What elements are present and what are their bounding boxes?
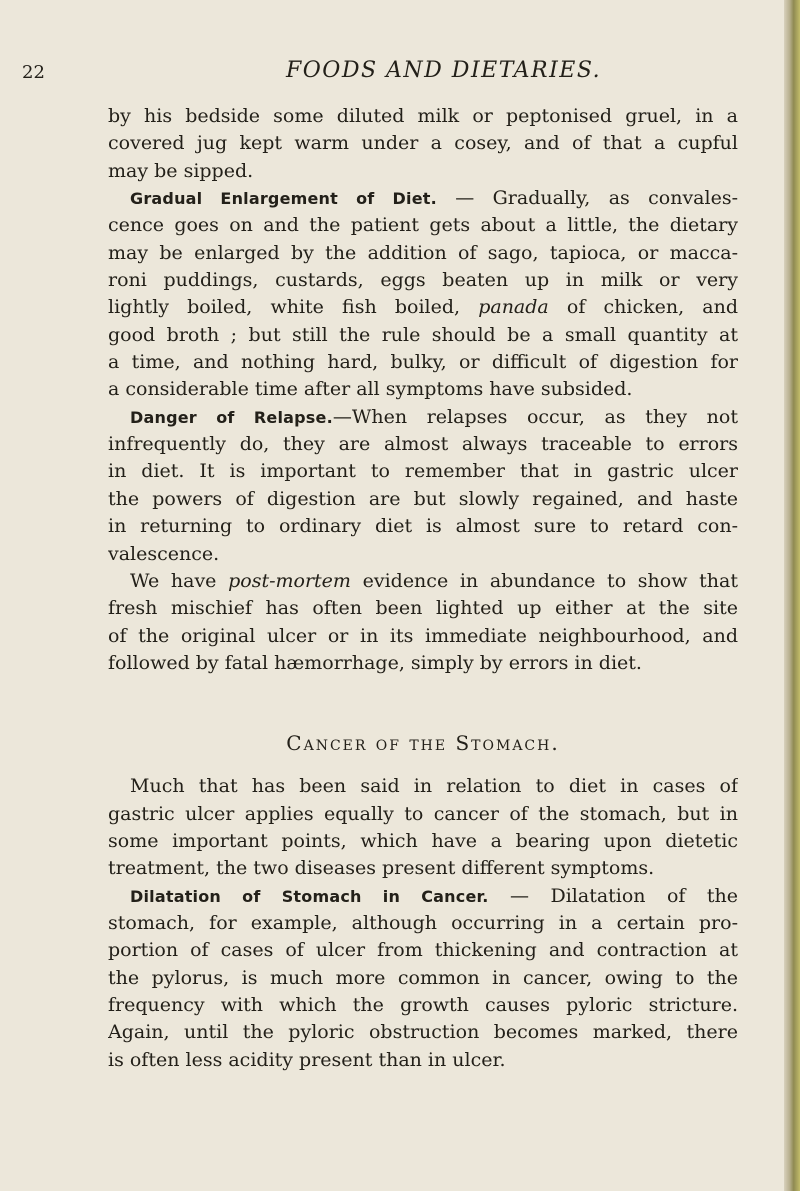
text-fragment: of chicken, and <box>548 296 738 319</box>
text-line: of the original ulcer or in its immediate neighbourhood, and <box>108 624 738 647</box>
text-line: a time, and nothing hard, bulky, or difficult of digestion for <box>108 351 738 374</box>
text-line: the powers of digestion are but slowly regained, and haste <box>108 487 738 510</box>
text-fragment: We have <box>130 569 229 592</box>
text-fragment: — Dilatation of the <box>488 884 738 907</box>
italic-term: panada <box>478 296 549 319</box>
section-sidehead-danger-of-relapse: Danger of Relapse. <box>130 407 333 427</box>
text-line <box>108 883 738 910</box>
text-line: in returning to ordinary diet is almost sure to retard con- <box>108 515 738 538</box>
section-sidehead-dilatation: Dilatation of Stomach in Cancer. <box>130 886 489 906</box>
text-line: gastric ulcer applies equally to cancer of the stomach, but in <box>108 802 738 825</box>
text-line: is often less acidity present than in ulcer. <box>108 1048 506 1071</box>
page-number: 22 <box>22 62 45 83</box>
section-sidehead-gradual-enlargement: Gradual Enlargement of Diet. <box>130 189 437 209</box>
text-line: the pylorus, is much more common in cancer, owing to the <box>108 966 738 989</box>
page-binding-edge <box>784 0 800 1191</box>
text-line: Much that has been said in relation to diet in cases of <box>130 775 738 798</box>
text-line: portion of cases of ulcer from thickening and contraction at <box>108 939 738 962</box>
text-fragment: lightly boiled, white fish boiled, <box>108 296 461 319</box>
text-line: some important points, which have a bearing upon dietetic <box>108 829 738 852</box>
text-line: may be enlarged by the addition of sago, tapioca, or macca- <box>108 241 738 264</box>
text-line: covered jug kept warm under a cosey, and of that a cupful <box>108 132 738 155</box>
text-line: a considerable time after all symptoms have subsided. <box>108 378 633 401</box>
section-heading: Cancer of the Stomach. <box>286 731 560 756</box>
text-line: treatment, the two diseases present different symptoms. <box>108 857 655 880</box>
text-fragment: —When relapses occur, as they not <box>332 405 738 428</box>
text-line: may be sipped. <box>108 159 254 182</box>
text-fragment: evidence in abundance to show that <box>350 569 738 592</box>
text-line: valescence. <box>108 542 220 565</box>
text-line <box>108 404 738 431</box>
text-line: by his bedside some diluted milk or peptonised gruel, in a <box>108 105 738 127</box>
text-line: cence goes on and the patient gets about a little, the dietary <box>108 214 738 237</box>
text-line: in diet. It is important to remember that in gastric ulcer <box>108 460 738 483</box>
text-line: stomach, for example, although occurring in a certain pro- <box>108 911 738 934</box>
text-line: frequency with which the growth causes pyloric stricture. <box>108 993 738 1016</box>
text-line <box>108 294 738 321</box>
text-line: fresh mischief has often been lighted up either at the site <box>108 597 738 620</box>
text-line: followed by fatal hæmorrhage, simply by errors in diet. <box>108 651 642 674</box>
text-fragment: — Gradually, as convales- <box>436 187 738 210</box>
text-line: Again, until the pyloric obstruction becomes marked, there <box>108 1021 738 1044</box>
text-line: roni puddings, custards, eggs beaten up in milk or very <box>108 269 738 292</box>
text-line: good broth ; but still the rule should be a small quantity at <box>108 323 738 346</box>
text-line <box>108 568 738 595</box>
running-head: FOODS AND DIETARIES. <box>286 58 602 83</box>
text-line <box>108 185 738 212</box>
text-line: infrequently do, they are almost always traceable to errors <box>108 433 738 456</box>
italic-term: post-mortem <box>228 569 351 592</box>
body-text <box>108 103 738 1074</box>
